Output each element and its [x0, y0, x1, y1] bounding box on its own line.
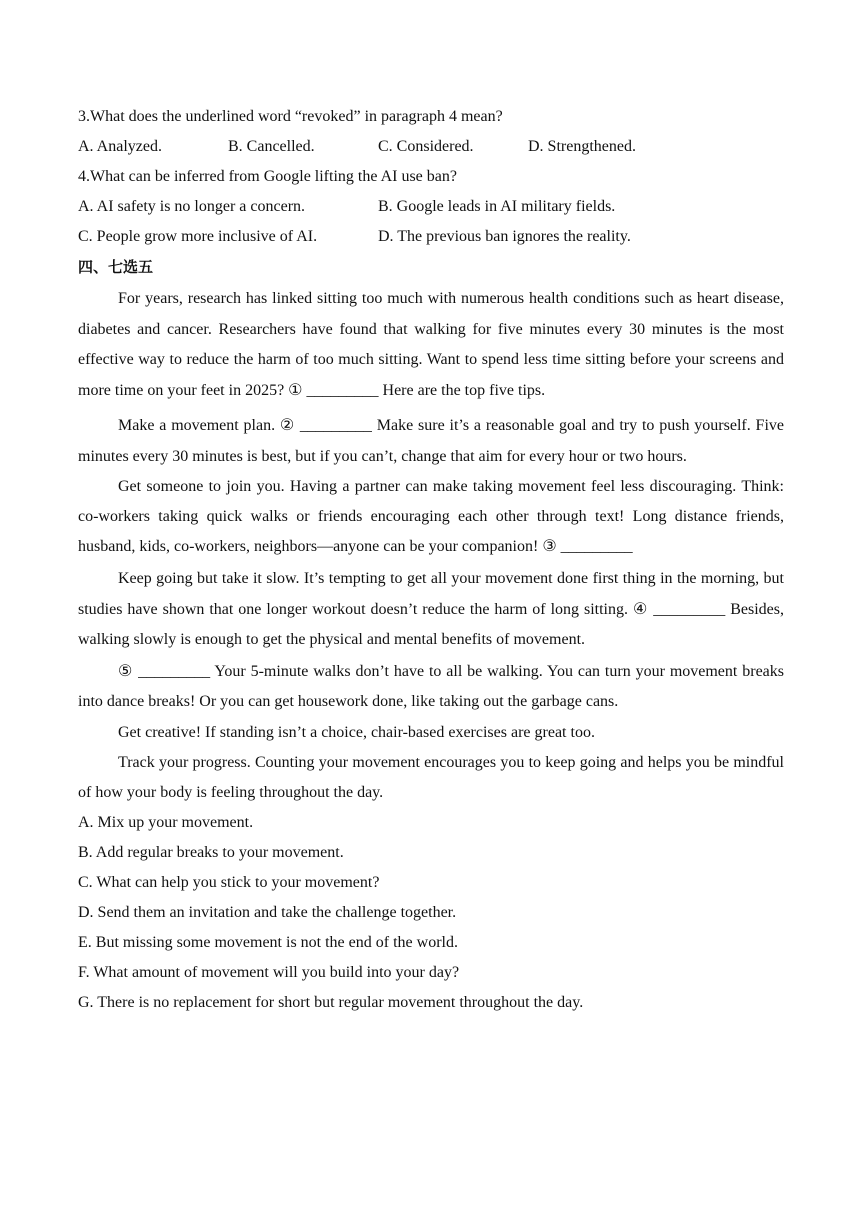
q3-option-b: B. Cancelled.: [228, 138, 315, 155]
passage-paragraph-2: Make a movement plan. ② _________ Make sure it’s a reasonable goal and try to push yourself. Five minutes every 30 minutes is best, but if you can’t, change that aim for every hour or two hours.: [78, 417, 784, 465]
choice-c: C. What can help you stick to your movement?: [78, 873, 380, 891]
choice-d: D. Send them an invitation and take the challenge together.: [78, 903, 457, 921]
choice-a: A. Mix up your movement.: [78, 813, 254, 831]
q3-option-d: D. Strengthened.: [528, 138, 636, 155]
question-4-options-row1: [78, 192, 784, 222]
question-3-options: [78, 132, 784, 162]
q4-option-a: A. AI safety is no longer a concern.: [78, 198, 306, 215]
passage-paragraph-4: Keep going but take it slow. It’s tempting to get all your movement done first thing in the morning, but studies have shown that one longer workout doesn’t reduce the harm of long sitting. ④ _________ Besides, walking slowly is enough to get the physical and mental benefits of movement.: [78, 570, 784, 648]
q3-option-c: C. Considered.: [378, 138, 474, 155]
question-4-stem: 4.What can be inferred from Google lifting the AI use ban?: [78, 168, 457, 185]
passage-paragraph-6: Get creative! If standing isn’t a choice, chair-based exercises are great too.: [118, 723, 595, 741]
passage-paragraph-1: For years, research has linked sitting too much with numerous health conditions such as heart disease, diabetes and cancer. Researchers have found that walking for five minutes every 30 minutes is the most effective way to reduce the harm of too much sitting. Want to spend less time sitting before your screens and more time on your feet in 2025? ① _________ Here are the top five tips.: [78, 290, 784, 399]
q4-option-b: B. Google leads in AI military fields.: [378, 198, 616, 215]
choice-g: G. There is no replacement for short but regular movement throughout the day.: [78, 993, 584, 1011]
q4-option-d: D. The previous ban ignores the reality.: [378, 228, 631, 245]
passage-paragraph-3: Get someone to join you. Having a partner can make taking movement feel less discouraging. Think: co-workers taking quick walks or friends encouraging each other through text! Long distance friends, husband, kids, co-workers, neighbors—anyone can be your companion! ③ _________: [78, 478, 784, 555]
passage-paragraph-5: ⑤ _________ Your 5-minute walks don’t have to all be walking. You can turn your movement breaks into dance breaks! Or you can get housework done, like taking out the garbage cans.: [78, 662, 784, 710]
choice-b: B. Add regular breaks to your movement.: [78, 843, 344, 861]
q3-option-a: A. Analyzed.: [78, 138, 162, 155]
q4-option-c: C. People grow more inclusive of AI.: [78, 228, 318, 245]
choice-e: E. But missing some movement is not the end of the world.: [78, 933, 458, 951]
question-3-stem: 3.What does the underlined word “revoked” in paragraph 4 mean?: [78, 108, 503, 125]
question-4-options-row2: [78, 222, 784, 252]
choice-f: F. What amount of movement will you build into your day?: [78, 963, 460, 981]
passage-paragraph-7: Track your progress. Counting your movement encourages you to keep going and helps you be mindful of how your body is feeling throughout the day.: [78, 753, 784, 801]
document-page: [78, 102, 784, 1018]
section-heading: 四、七选五: [78, 258, 154, 276]
